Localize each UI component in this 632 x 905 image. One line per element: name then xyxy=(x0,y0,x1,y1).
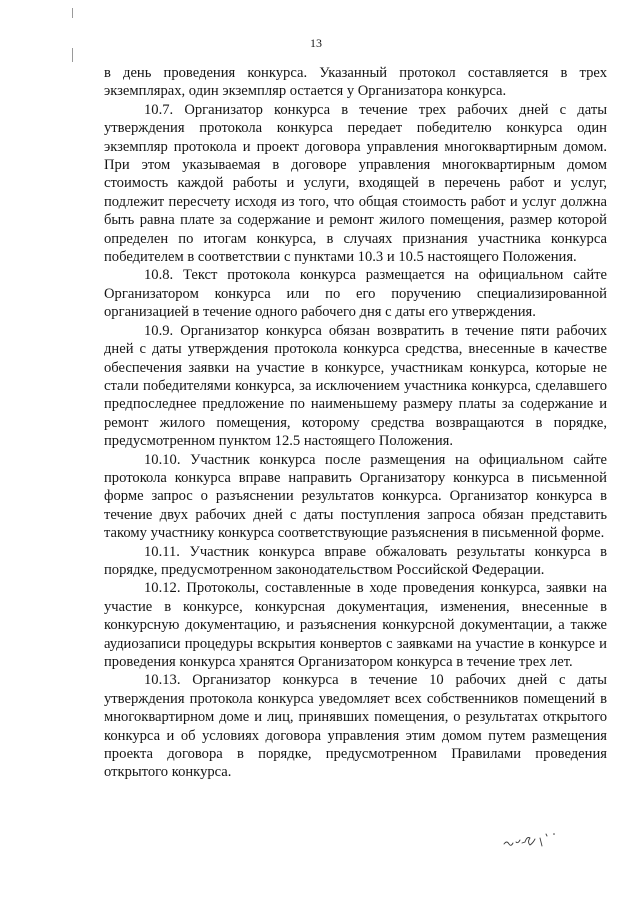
scan-margin-mark xyxy=(72,8,73,18)
paragraph-continuation: в день проведения конкурса. Указанный протокол составляется в трех экземплярах, один экземпляр остается у Организатора конкурса. xyxy=(104,65,607,100)
paragraph-10-8: 10.8. Текст протокола конкурса размещается на официальном сайте Организатором конкурса или по его поручению специализированной организацией в течение одного рабочего дня с даты его утверждения. xyxy=(104,267,607,321)
paragraph-10-7: 10.7. Организатор конкурса в течение трех рабочих дней с даты утверждения протокола конкурса передает победителю конкурса один экземпляр протокола и проект договора управления многоквартирным домом. При этом указываемая в договоре управления многоквартирным домом стоимость каждой работы и услуги, входящей в перечень работ и услуг, подлежит пересчету исходя из того, что общая стоимость работ и услуг должна быть равна плате за содержание и ремонт жилого помещения, размер которой определен по итогам конкурса, в случаях признания участника конкурса победителем в соответствии с пунктами 10.3 и 10.5 настоящего Положения. xyxy=(104,101,607,266)
paragraph-10-12: 10.12. Протоколы, составленные в ходе проведения конкурса, заявки на участие в конкурсе, конкурсная документация, изменения, внесенные в конкурсную документацию, и разъяснения конкурсной документации, а также аудиозаписи процедуры вскрытия конвертов с заявками на участие в конкурсе и проведения конкурса хранятся Организатором конкурса в течение трех лет. xyxy=(104,580,607,670)
paragraph-10-10: 10.10. Участник конкурса после размещения на официальном сайте протокола конкурса вправе направить Организатору конкурса в письменной форме запрос о разъяснении результатов конкурса. Организатор конкурса в течение двух рабочих дней с даты поступления запроса обязан представить такому участнику конкурса соответствующие разъяснения в письменной форме. xyxy=(104,451,607,542)
paragraph-10-11: 10.11. Участник конкурса вправе обжаловать результаты конкурса в порядке, предусмотренном законодательством Российской Федерации. xyxy=(104,543,607,578)
paragraph-10-13: 10.13. Организатор конкурса в течение 10 рабочих дней с даты утверждения протокола конкурса уведомляет всех собственников помещений в многоквартирном доме и лиц, принявших помещения, о результатах открытого конкурса и об условиях договора управления этим домом путем размещения проекта договора в порядке, предусмотренном Правилами проведения открытого конкурса. xyxy=(104,672,607,781)
page-number: 13 xyxy=(310,36,322,50)
signature-mark xyxy=(502,828,562,854)
document-body xyxy=(104,64,607,782)
paragraph-10-9: 10.9. Организатор конкурса обязан возвратить в течение пяти рабочих дней с даты утверждения протокола конкурса средства, внесенные в качестве обеспечения заявки на участие в конкурсе, участникам конкурса, которые не стали победителями конкурса, за исключением участника конкурса, сделавшего предпоследнее предложение по наименьшему размеру платы за содержание и ремонт жилого помещения, которому средства возвращаются в порядке, предусмотренном пунктом 12.5 настоящего Положения. xyxy=(104,322,607,450)
